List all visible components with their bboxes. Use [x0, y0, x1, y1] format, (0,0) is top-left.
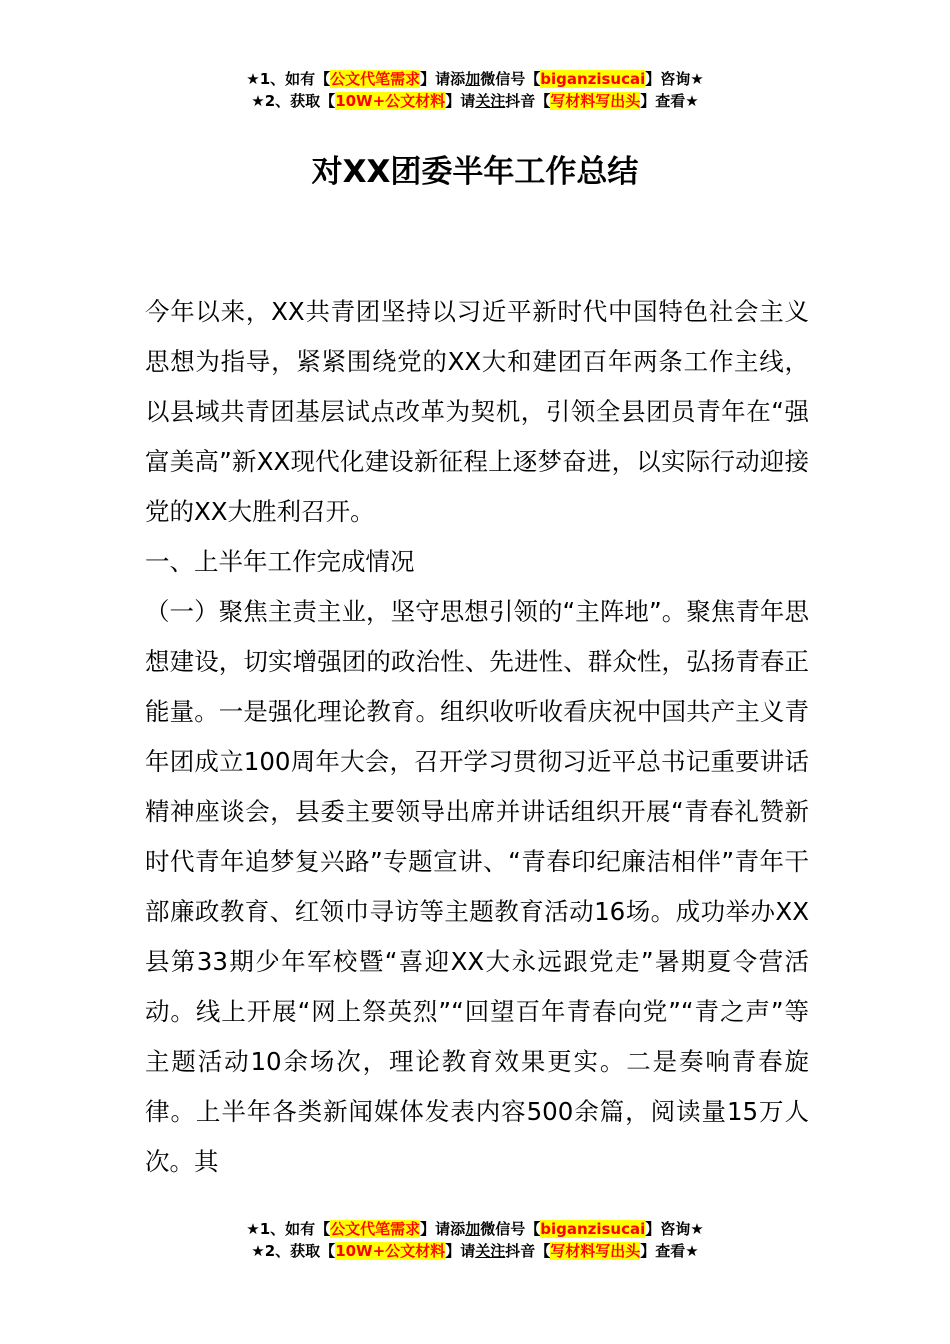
footer-notice-line-2	[0, 1240, 950, 1262]
douyin-account-highlight: 写材料写出头	[550, 1242, 641, 1260]
notice-text: ★1、如有【	[246, 1220, 331, 1238]
notice-text: 微信号【	[480, 1220, 541, 1238]
highlight-text: 10W+公文材料	[335, 92, 446, 110]
douyin-account-highlight: 写材料写出头	[550, 92, 641, 110]
highlight-text: 公文代笔需求	[330, 1220, 421, 1238]
underlined-text: 加	[465, 70, 481, 88]
notice-text: ★1、如有【	[246, 70, 331, 88]
highlight-text: 公文代笔需求	[330, 70, 421, 88]
notice-text: 】咨询★	[645, 70, 704, 88]
document-body	[145, 287, 809, 1187]
notice-text: ★2、获取【	[251, 92, 336, 110]
footer-notice	[0, 1218, 950, 1262]
wechat-id-highlight: biganzisucai	[540, 1220, 646, 1238]
highlight-text: 10W+公文材料	[335, 1242, 446, 1260]
footer-notice-line-1	[0, 1218, 950, 1240]
notice-text: 】请添	[420, 70, 466, 88]
document-title: 对XX团委半年工作总结	[311, 154, 639, 190]
header-notice-line-1	[0, 68, 950, 90]
notice-text: 抖音【	[505, 1242, 551, 1260]
paragraph-intro: 今年以来，XX共青团坚持以习近平新时代中国特色社会主义思想为指导，紧紧围绕党的XX大和建团百年两条工作主线，以县域共青团基层试点改革为契机，引领全县团员青年在“强富美高”新XX现代化建设新征程上逐梦奋进，以实际行动迎接党的XX大胜利召开。	[145, 297, 809, 526]
underlined-text: 加	[465, 1220, 481, 1238]
notice-text: 】查看★	[640, 92, 699, 110]
underlined-text: 关注	[475, 92, 506, 110]
notice-text: 抖音【	[505, 92, 551, 110]
notice-text: 】请	[445, 1242, 476, 1260]
notice-text: 】查看★	[640, 1242, 699, 1260]
notice-text: 】咨询★	[645, 1220, 704, 1238]
notice-text: 微信号【	[480, 70, 541, 88]
paragraph-section-1: （一）聚焦主责主业，坚守思想引领的“主阵地”。聚焦青年思想建设，切实增强团的政治性、先进性、群众性，弘扬青春正能量。一是强化理论教育。组织收听收看庆祝中国共产主义青年团成立100周年大会，召开学习贯彻习近平总书记重要讲话精神座谈会，县委主要领导出席并讲话组织开展“青春礼赞新时代青年追梦复兴路”专题宣讲、“青春印纪廉洁相伴”青年干部廉政教育、红领巾寻访等主题教育活动16场。成功举办XX县第33期少年军校暨“喜迎XX大永远跟党走”暑期夏令营活动。线上开展“网上祭英烈”“回望百年青春向党”“青之声”等主题活动10余场次，理论教育效果更实。二是奏响青春旋律。上半年各类新闻媒体发表内容500余篇，阅读量15万人次。其	[145, 597, 809, 1176]
notice-text: 】请添	[420, 1220, 466, 1238]
section-heading: 一、上半年工作完成情况	[145, 547, 415, 576]
notice-text: 】请	[445, 92, 476, 110]
notice-text: ★2、获取【	[251, 1242, 336, 1260]
underlined-text: 关注	[475, 1242, 506, 1260]
wechat-id-highlight: biganzisucai	[540, 70, 646, 88]
header-notice	[0, 68, 950, 112]
header-notice-line-2	[0, 90, 950, 112]
